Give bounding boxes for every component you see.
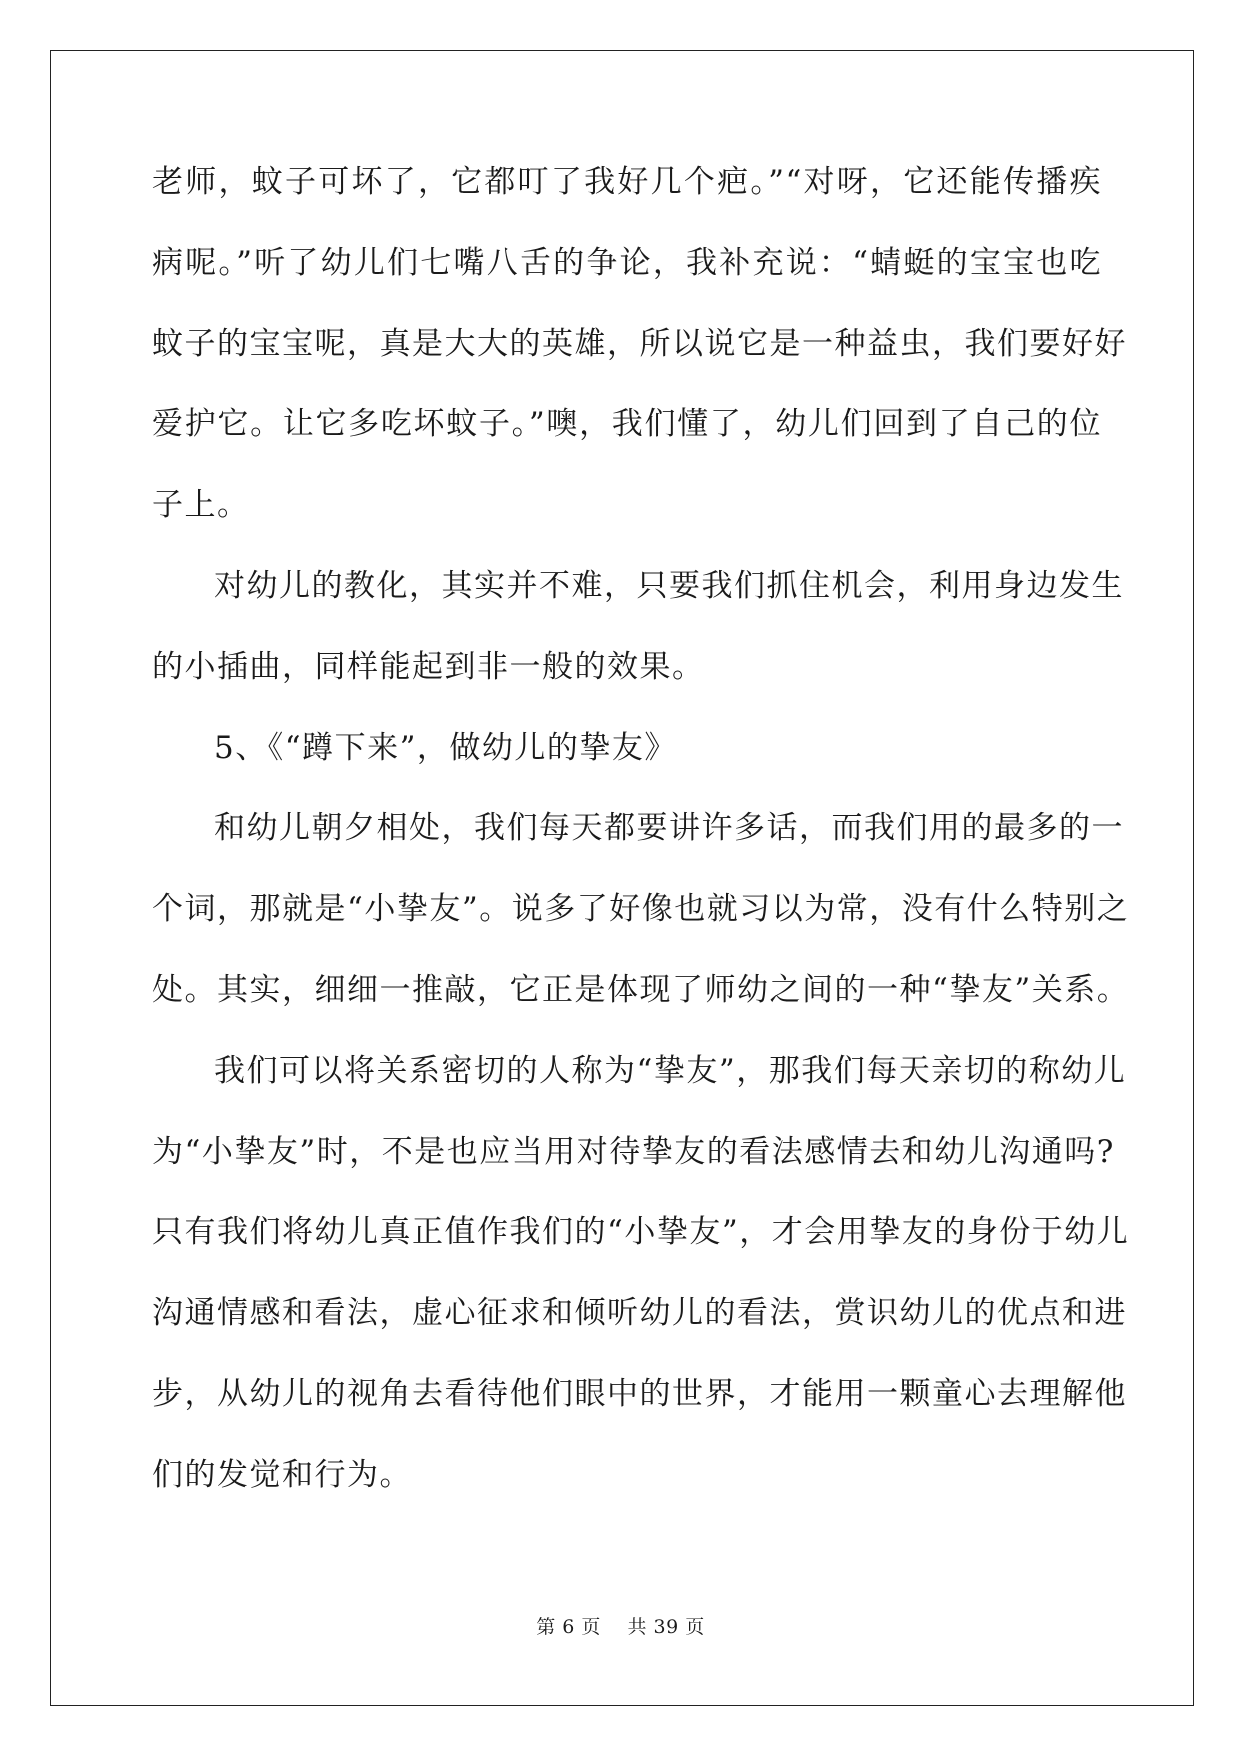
text-line: 处。其实，细细一推敲，它正是体现了师幼之间的一种“挚友”关系。 <box>152 971 1130 1008</box>
text-line: 沟通情感和看法，虚心征求和倾听幼儿的看法，赏识幼儿的优点和进 <box>152 1295 1127 1332</box>
page-footer <box>0 1612 1241 1639</box>
text-line: 个词，那就是“小挚友”。说多了好像也就习以为常，没有什么特别之 <box>152 891 1130 928</box>
text-line: 只有我们将幼儿真正值作我们的“小挚友”，才会用挚友的身份于幼儿 <box>152 1214 1130 1251</box>
text-line: 为“小挚友”时，不是也应当用对待挚友的看法感情去和幼儿沟通吗? <box>152 1133 1115 1170</box>
paragraph-first-line: 对幼儿的教化，其实并不难，只要我们抓住机会，利用身边发生 <box>214 567 1124 604</box>
text-line: 老师，蚊子可坏了，它都叮了我好几个疤。”“对呀，它还能传播疾 <box>152 164 1102 200</box>
paragraph-first-line: 和幼儿朝夕相处，我们每天都要讲许多话，而我们用的最多的一 <box>214 810 1124 847</box>
text-line: 病呢。”听了幼儿们七嘴八舌的争论，我补充说：“蜻蜓的宝宝也吃 <box>152 244 1102 281</box>
text-line: 子上。 <box>152 487 250 524</box>
page-number: 第 6 页 <box>536 1616 601 1638</box>
text-line: 爱护它。让它多吃坏蚊子。”噢，我们懂了，幼儿们回到了自己的位 <box>152 406 1102 443</box>
text-line: 蚊子的宝宝呢，真是大大的英雄，所以说它是一种益虫，我们要好好 <box>152 325 1127 362</box>
section-heading: 5、《“蹲下来”，做幼儿的挚友》 <box>214 729 677 766</box>
document-body <box>152 158 1130 1532</box>
text-line: 们的发觉和行为。 <box>152 1456 412 1493</box>
page-total: 共 39 页 <box>627 1616 705 1638</box>
text-line: 步，从幼儿的视角去看待他们眼中的世界，才能用一颗童心去理解他 <box>152 1375 1127 1412</box>
text-line: 的小插曲，同样能起到非一般的效果。 <box>152 648 705 685</box>
paragraph-first-line: 我们可以将关系密切的人称为“挚友”，那我们每天亲切的称幼儿 <box>214 1052 1127 1089</box>
